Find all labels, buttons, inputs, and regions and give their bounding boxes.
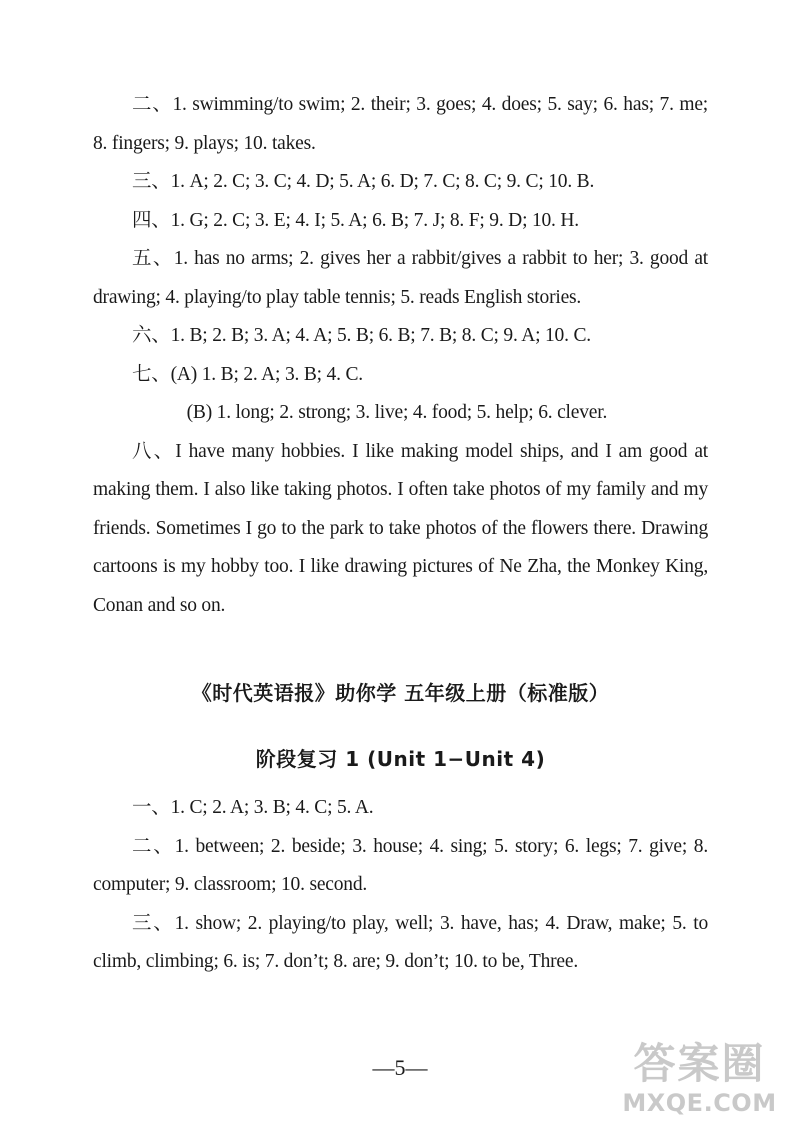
review-section-1: 一、1. C; 2. A; 3. B; 4. C; 5. A. [132, 797, 374, 818]
watermark-url: MXQE.COM [622, 1089, 777, 1117]
answer-section-7a: 七、(A) 1. B; 2. A; 3. B; 4. C. [132, 363, 363, 385]
review-section-2: 二、1. between; 2. beside; 3. house; 4. sing; 5. story; 6. legs; 7. give; 8. computer; 9. classroom; 10. second. [93, 835, 708, 895]
answer-section-8-essay: 八、I have many hobbies. I like making model ships, and I am good at making them. I also like taking photos. I often take photos of my family and my friends. Sometimes I go to the park to take photos of the flowers there. Drawing cartoons is my hobby too. I like drawing pictures of Ne Zha, the Monkey King, Conan and so on. [93, 440, 708, 616]
answer-section-4: 四、1. G; 2. C; 3. E; 4. I; 5. A; 6. B; 7. J; 8. F; 9. D; 10. H. [132, 209, 579, 231]
section-title: 阶段复习 1 (Unit 1−Unit 4) [255, 747, 546, 771]
answer-section-3: 三、1. A; 2. C; 3. C; 4. D; 5. A; 6. D; 7. C; 8. C; 9. C; 10. B. [132, 171, 595, 192]
answer-content [93, 86, 708, 982]
watermark-logo-text: 答案圈 [633, 1039, 766, 1088]
answer-section-5: 五、1. has no arms; 2. gives her a rabbit/gives a rabbit to her; 3. good at drawing; 4. playing/to play table tennis; 5. reads English stories. [93, 248, 708, 308]
answer-section-7b: (B) 1. long; 2. strong; 3. live; 4. food; 5. help; 6. clever. [186, 402, 608, 423]
book-title: 《时代英语报》助你学 五年级上册（标准版） [191, 681, 610, 705]
answer-section-6: 六、1. B; 2. B; 3. A; 4. A; 5. B; 6. B; 7. B; 8. C; 9. A; 10. C. [132, 325, 591, 346]
page-number: —5— [372, 1055, 428, 1080]
review-section-3: 三、1. show; 2. playing/to play, well; 3. have, has; 4. Draw, make; 5. to climb, climbing; 6. is; 7. don’t; 8. are; 9. don’t; 10. to be, Three. [93, 912, 708, 972]
answer-section-2: 二、1. swimming/to swim; 2. their; 3. goes; 4. does; 5. say; 6. has; 7. me; 8. fingers; 9. plays; 10. takes. [93, 94, 708, 154]
